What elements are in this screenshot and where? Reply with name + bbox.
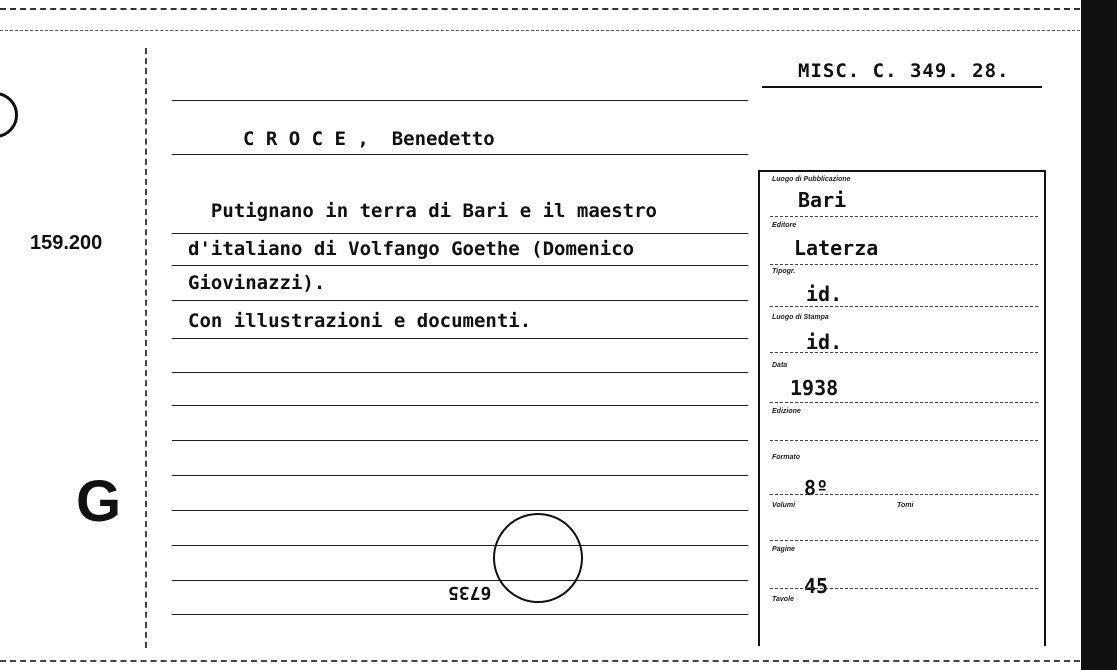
call-number-underline — [762, 86, 1042, 88]
field-line — [770, 216, 1038, 217]
field-line — [770, 264, 1038, 265]
volumes-label: Volumi — [772, 502, 796, 509]
author-heading: C R O C E , Benedetto — [243, 128, 495, 150]
place-of-publication-label: Luogo di Pubblicazione — [772, 176, 851, 183]
printer-value: id. — [806, 282, 843, 306]
field-line — [770, 440, 1038, 441]
margin-line — [145, 48, 147, 648]
format-label: Formato — [772, 454, 800, 461]
printer-label: Tipogr. — [772, 268, 796, 275]
field-line — [770, 494, 1038, 495]
call-number: MISC. C. 349. 28. — [798, 60, 1010, 82]
ruled-line — [172, 300, 748, 301]
plates-label: Tavole — [772, 596, 794, 603]
place-of-printing-value: id. — [806, 330, 843, 354]
place-of-printing-label: Luogo di Stampa — [772, 314, 829, 321]
circle-stamp — [493, 513, 583, 603]
ruled-line — [172, 580, 748, 581]
ruled-line — [172, 405, 748, 406]
ruled-line — [172, 475, 748, 476]
punch-hole — [0, 92, 18, 138]
ruled-lines — [172, 0, 748, 670]
scan-border — [1081, 0, 1117, 670]
pages-label: Pagine — [772, 546, 795, 553]
ruled-line — [172, 545, 748, 546]
section-letter: G — [76, 469, 122, 534]
publisher-label: Editore — [772, 222, 797, 229]
field-line — [770, 588, 1038, 589]
ruled-line — [172, 614, 748, 615]
title-line-4: Con illustrazioni e documenti. — [188, 310, 532, 332]
ruled-line — [172, 338, 748, 339]
title-line-3: Giovinazzi). — [188, 272, 326, 294]
publisher-value: Laterza — [794, 236, 879, 260]
ruled-line — [172, 265, 748, 266]
ruled-line — [172, 233, 748, 234]
pages-value: 45 — [804, 574, 829, 598]
edition-label: Edizione — [772, 408, 801, 415]
ruled-line — [172, 100, 748, 101]
ruled-line — [172, 154, 748, 155]
field-line — [770, 402, 1038, 403]
class-number: 159.200 — [30, 232, 103, 254]
date-value: 1938 — [790, 376, 839, 400]
date-label: Data — [772, 362, 788, 369]
ruled-line — [172, 510, 748, 511]
place-of-publication-value: Bari — [798, 188, 847, 212]
tomes-label: Tomi — [897, 502, 914, 509]
ruled-line — [172, 440, 748, 441]
field-line — [770, 540, 1038, 541]
inventory-stamp-number: 6735 — [448, 582, 492, 603]
title-line-2: d'italiano di Volfango Goethe (Domenico — [188, 238, 635, 260]
title-line-1: Putignano in terra di Bari e il maestro — [188, 200, 657, 222]
field-line — [770, 306, 1038, 307]
format-value: 8º — [804, 476, 829, 500]
field-line — [770, 352, 1038, 353]
ruled-line — [172, 372, 748, 373]
